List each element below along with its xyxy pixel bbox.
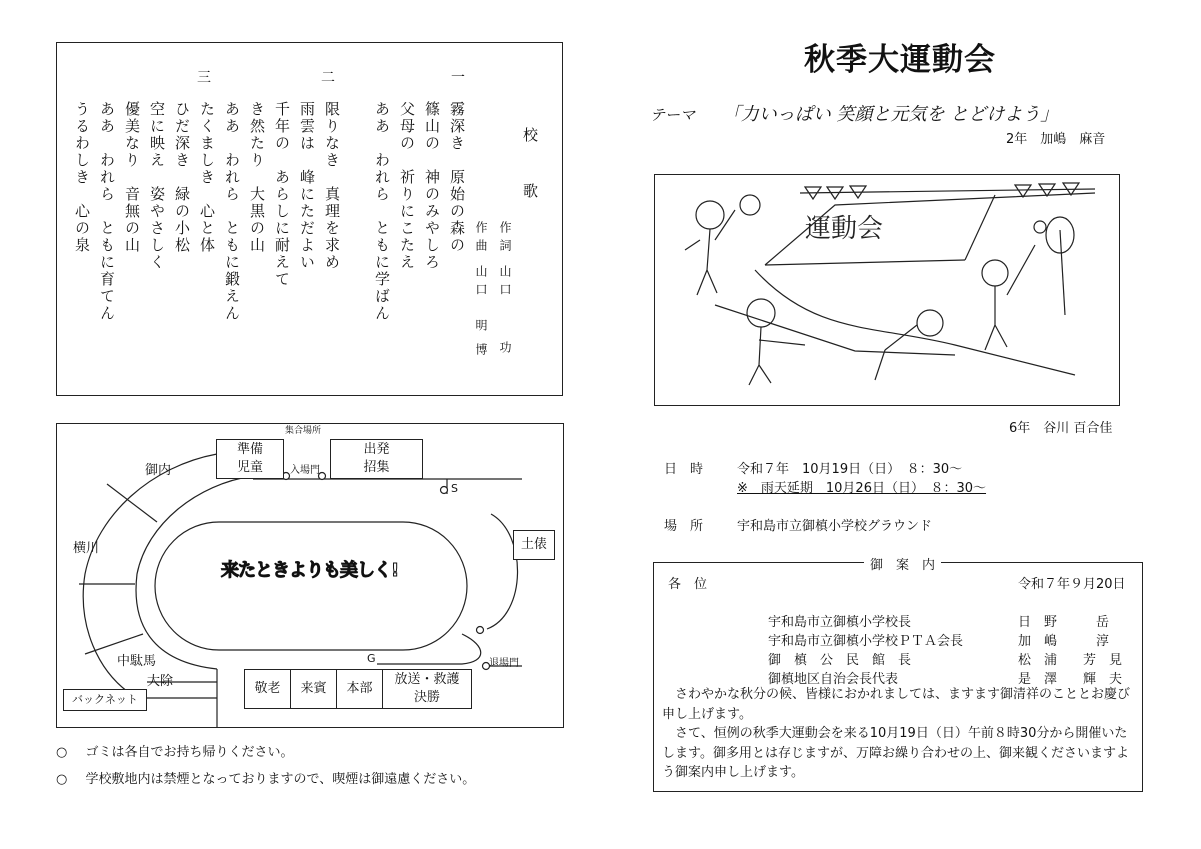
prep-children-box [216, 439, 284, 479]
verse3-line2: ひだ深き 緑の小松 [173, 101, 191, 254]
invitation-box [653, 558, 1143, 792]
song-school-label: 校 [521, 127, 539, 144]
assembly-label: 集合場所 [285, 426, 322, 436]
invitation-para-2: さて、恒例の秋季大運動会を来る10月19日（日）午前８時30分から開催いたします。御多用とは存じますが、万障お繰り合わせの上、御来観くださいますよう御案内申し上げます。 [662, 726, 1129, 780]
sender-1-name: 日 野 岳 [1018, 615, 1110, 630]
drawing-illustration [654, 174, 1120, 406]
theme-text: 「力いっぱい 笑顔と元気を とどけよう」 [722, 104, 1059, 125]
verse3-line6: うるわしき 心の泉 [73, 101, 91, 254]
broadcast-box [382, 669, 472, 709]
onai-label: 御内 [145, 463, 172, 478]
sender-3-name: 松 浦 芳 見 [1018, 653, 1123, 668]
verse-number-1: 一 [451, 70, 465, 86]
place-label: 場 所 [664, 519, 704, 534]
verse1-line1: 霧深き 原始の森の [448, 101, 466, 254]
sender-4-org: 御槙地区自治会長代表 [768, 672, 899, 687]
song-song-label: 歌 [521, 183, 539, 200]
dohyo-box [513, 530, 555, 560]
note-1-text: ゴミは各自でお持ち帰りください。 [85, 745, 294, 760]
start-call-box [330, 439, 423, 479]
exit-gate-label: 退場門 [489, 658, 519, 669]
lyricist-name: 山口 [498, 265, 512, 301]
start-s-mark: S [451, 482, 458, 495]
hq-label: 本部 [346, 681, 373, 697]
drawing-credit: 6年 谷川 百合佳 [1009, 421, 1113, 436]
note-1-bullet: ○ [56, 745, 68, 760]
broadcast-line1: 放送・救護 [394, 672, 460, 688]
verse1-line2: 篠山の 神のみやしろ [423, 101, 441, 271]
goal-g-mark: G [367, 652, 376, 665]
guests-label: 来賓 [300, 681, 327, 697]
elders-box [244, 669, 291, 709]
rain-date-value: ※ 雨天延期 10月26日（日） ８：30～ [737, 481, 987, 496]
note-2 [56, 768, 475, 787]
lyricist-label: 作詞 [498, 221, 512, 257]
ojo-label: 大除 [147, 674, 174, 689]
backnet-label: バックネット [72, 692, 138, 706]
lyricist-given: 功 [498, 341, 512, 355]
nakadaba-label: 中駄馬 [117, 654, 157, 669]
guests-box [290, 669, 337, 709]
prep-line2: 児童 [236, 460, 263, 475]
verse-number-3: 三 [197, 70, 211, 86]
slogan-text: 来たときよりも美しく! [221, 560, 399, 581]
field-map [56, 423, 564, 728]
place-value: 宇和島市立御槙小学校グラウンド [737, 519, 933, 534]
composer-label: 作曲 [474, 221, 488, 257]
broadcast-line2: 決勝 [413, 690, 440, 705]
drawing-art [655, 175, 1119, 405]
sender-1-org: 宇和島市立御槙小学校長 [768, 615, 912, 630]
event-title: 秋季大運動会 [804, 42, 996, 78]
verse2-line1: 限りなき 真理を求め [323, 101, 341, 271]
verse3-line5: ああ われら ともに育てん [98, 101, 116, 322]
date-value: 令和７年 10月19日（日） ８：30～ [737, 462, 963, 477]
start-line2: 招集 [363, 460, 390, 475]
composer-name: 山口 [474, 265, 488, 301]
note-1 [56, 741, 294, 760]
dohyo-label: 土俵 [520, 537, 547, 553]
sender-4-name: 是 澤 輝 夫 [1018, 672, 1123, 687]
hq-box [336, 669, 383, 709]
verse2-line4: き然たり 大黒の山 [248, 101, 266, 254]
invitation-to: 各 位 [668, 577, 708, 592]
theme-label: テーマ [650, 106, 696, 124]
entrance-gate-label: 入場門 [290, 465, 320, 476]
verse-number-2: 二 [321, 70, 335, 86]
note-2-text: 学校敷地内は禁煙となっておりますので、喫煙は御遠慮ください。 [85, 772, 476, 787]
verse3-line4: 優美なり 音無の山 [123, 101, 141, 254]
backnet-box [63, 689, 147, 711]
composer-given: 明博 [474, 319, 488, 367]
invitation-para-1: さわやかな秋分の候、皆様におかれましては、ますます御清祥のこととお慶び申し上げます。 [662, 687, 1131, 722]
yokokawa-label: 横川 [73, 541, 100, 556]
prep-line1: 準備 [236, 442, 263, 458]
sender-3-org: 御 槙 公 民 館 長 [768, 653, 912, 668]
sender-2-org: 宇和島市立御槙小学校ＰＴＡ会長 [768, 634, 964, 649]
verse3-line1: たくましき 心と体 [198, 101, 216, 254]
verse3-line3: 空に映え 姿やさしく [148, 101, 166, 271]
verse2-line2: 雨雲は 峰にただよい [298, 101, 316, 271]
theme-line [650, 100, 1058, 126]
school-song-box [56, 42, 563, 396]
verse1-line3: 父母の 祈りにこたえ [398, 101, 416, 271]
invitation-date: 令和７年９月20日 [1018, 577, 1126, 592]
elders-label: 敬老 [254, 681, 281, 697]
start-line1: 出発 [363, 442, 390, 458]
date-label: 日 時 [664, 462, 704, 477]
verse2-line3: 千年の あらしに耐えて [273, 101, 291, 288]
verse2-line5: ああ われら ともに鍛えん [223, 101, 241, 322]
note-2-bullet: ○ [56, 772, 68, 787]
drawing-caption: 運動会 [805, 214, 884, 244]
sender-2-name: 加 嶋 淳 [1018, 634, 1110, 649]
invitation-heading: 御 案 内 [864, 554, 941, 573]
theme-credit: 2年 加嶋 麻音 [1006, 132, 1106, 147]
verse1-line4: ああ われら ともに学ばん [373, 101, 391, 322]
